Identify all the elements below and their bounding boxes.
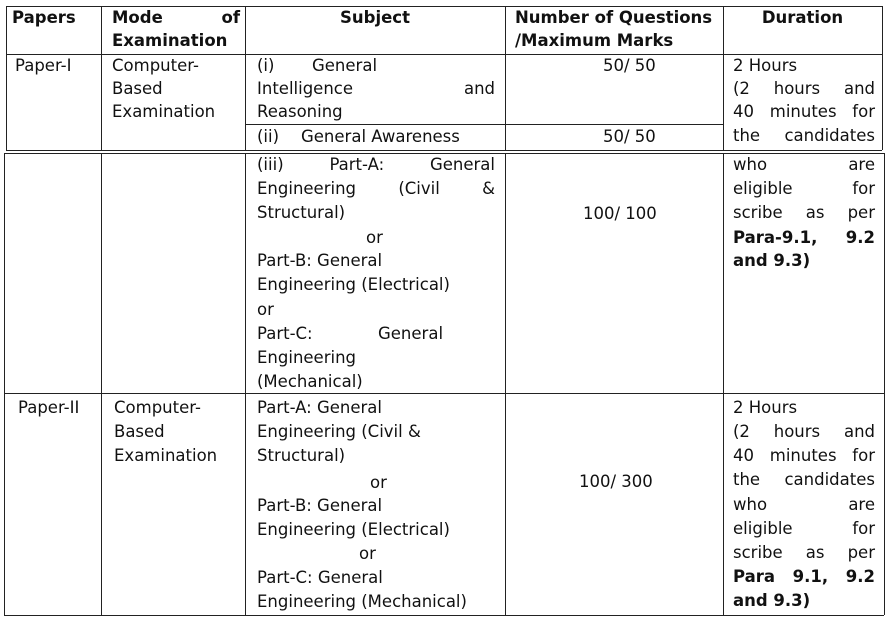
paper-2-duration-l7: scribe as per: [733, 543, 875, 562]
paper-1-subject-3-l9: Engineering: [257, 348, 356, 367]
paper-1-subject-3-or: or: [257, 300, 274, 319]
paper-1-duration-l2: (2 hours and: [733, 79, 875, 98]
paper-1-mode-line: Examination: [112, 102, 216, 121]
paper-1-duration-l9: and 9.3): [733, 251, 811, 270]
paper-1-subject-3-l3: Structural): [257, 203, 346, 222]
header-questions-line1: Number of Questions: [515, 8, 713, 27]
paper-2-duration-l8: Para 9.1, 9.2: [733, 567, 875, 586]
paper-1-subject-3-l8b: General: [378, 324, 444, 343]
paper-1-duration-l6: eligible for: [733, 179, 875, 198]
paper-2-mode-line: Based: [114, 422, 165, 441]
paper-1-marks-1: 50/ 50: [603, 56, 656, 75]
paper-1-name: Paper-I: [15, 56, 72, 75]
paper-1-duration-l5: who are: [733, 155, 875, 174]
paper-1-marks-2: 50/ 50: [603, 127, 656, 146]
paper-1-duration-l7: scribe as per: [733, 203, 875, 222]
paper-1-subject-3-or: or: [366, 228, 383, 247]
paper-2-duration-l4: the candidates: [733, 470, 875, 489]
paper-2-duration-l5: who are: [733, 495, 875, 514]
paper-2-marks: 100/ 300: [579, 472, 653, 491]
paper-2-name: Paper-II: [18, 398, 80, 417]
header-mode-line1: Mode of: [112, 8, 240, 27]
paper-2-duration-l6: eligible for: [733, 519, 875, 538]
paper-1-mode-line: Computer-: [112, 56, 199, 75]
paper-1-duration-l3: 40 minutes for: [733, 102, 875, 121]
paper-2-subject-l3: Structural): [257, 446, 346, 465]
paper-2-subject-l9: Engineering (Mechanical): [257, 592, 467, 611]
paper-1-subject-3-l10: (Mechanical): [257, 372, 363, 391]
paper-2-mode-line: Computer-: [114, 398, 201, 417]
paper-2-duration-l1: 2 Hours: [733, 398, 798, 417]
paper-1-subject-2-a: (ii): [257, 127, 280, 146]
header-subject: Subject: [340, 8, 410, 27]
paper-1-subject-3-l5: Part-B: General: [257, 251, 383, 270]
paper-1-subject-3-l2: Engineering (Civil &: [257, 179, 495, 198]
paper-2-subject-l1: Part-A: General: [257, 398, 382, 417]
paper-2-duration-l3: 40 minutes for: [733, 446, 875, 465]
header-duration: Duration: [761, 8, 844, 27]
paper-1-marks-3: 100/ 100: [583, 204, 657, 223]
paper-1-duration-l8: Para-9.1, 9.2: [733, 228, 875, 247]
paper-2-mode-line: Examination: [114, 446, 218, 465]
paper-2-duration-l9: and 9.3): [733, 591, 811, 610]
paper-1-subject-1-l3: Reasoning: [257, 102, 343, 121]
paper-1-subject-3-l6: Engineering (Electrical): [257, 275, 450, 294]
paper-2-subject-l5: Part-B: General: [257, 496, 383, 515]
paper-1-subject-3-l1: (iii) Part-A: General: [257, 155, 495, 174]
paper-1-subject-2-b: General Awareness: [301, 127, 460, 146]
paper-2-duration-l2: (2 hours and: [733, 422, 875, 441]
paper-2-subject-or: or: [370, 473, 387, 492]
paper-2-subject-l8: Part-C: General: [257, 568, 383, 587]
paper-1-subject-1-l1a: (i): [257, 56, 275, 75]
paper-1-duration-l4: the candidates: [733, 126, 875, 145]
paper-1-subject-1-l2: Intelligence and: [257, 79, 495, 98]
paper-2-subject-or: or: [359, 544, 376, 563]
paper-2-subject-l6: Engineering (Electrical): [257, 520, 450, 539]
paper-1-duration-l1: 2 Hours: [733, 56, 798, 75]
paper-1-subject-3-l8a: Part-C:: [257, 324, 313, 343]
paper-1-mode-line: Based: [112, 79, 163, 98]
header-mode-line2: Examination: [112, 31, 228, 50]
paper-1-subject-1-l1b: General: [312, 56, 378, 75]
paper-2-subject-l2: Engineering (Civil &: [257, 422, 421, 441]
header-questions-line2: /Maximum Marks: [515, 31, 674, 50]
header-papers: Papers: [12, 8, 76, 27]
